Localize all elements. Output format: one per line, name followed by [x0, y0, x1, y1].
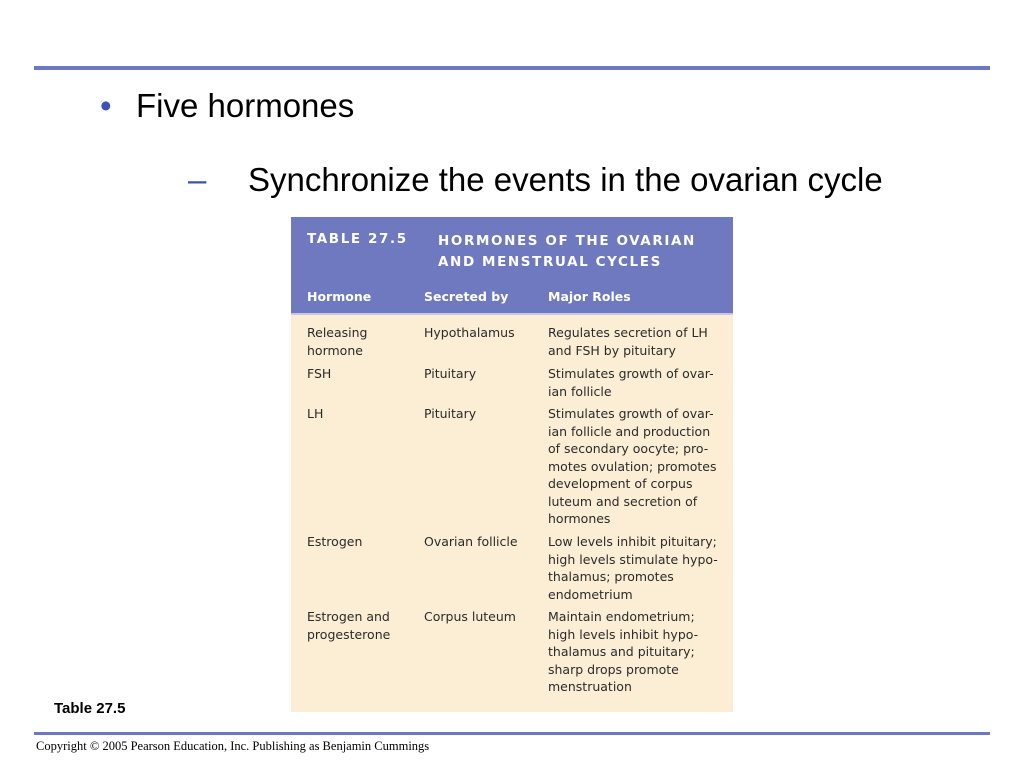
table-title: [438, 231, 728, 273]
cell-secreted-by: [424, 608, 544, 626]
cell-line: thalamus; promotes: [548, 569, 674, 584]
cell-secreted-by: [424, 365, 544, 383]
cell-major-roles: [548, 405, 728, 528]
column-header-major-roles: Major Roles: [548, 289, 631, 304]
bullet-text: Five hormones: [136, 87, 355, 124]
cell-hormone: [307, 608, 417, 643]
cell-line: Stimulates growth of ovar-: [548, 406, 714, 421]
header-divider: [291, 313, 733, 315]
cell-line: luteum and secretion of: [548, 493, 698, 509]
cell-line: Pituitary: [424, 366, 477, 381]
cell-line: motes ovulation; promotes: [548, 458, 717, 474]
sub-bullet-marker: –: [188, 161, 207, 198]
cell-major-roles: [548, 324, 728, 359]
cell-line: Regulates secretion of LH: [548, 325, 708, 340]
cell-hormone: [307, 365, 417, 383]
bullet-marker: •: [100, 87, 112, 124]
cell-line: progesterone: [307, 626, 391, 642]
cell-line: Estrogen: [307, 534, 363, 549]
cell-major-roles: [548, 533, 728, 603]
cell-line: high levels stimulate hypo-: [548, 551, 718, 567]
cell-line: LH: [307, 406, 324, 421]
cell-secreted-by: [424, 533, 544, 551]
cell-line: Estrogen and: [307, 609, 390, 624]
cell-secreted-by: [424, 324, 544, 342]
cell-major-roles: [548, 608, 728, 696]
column-header-secreted-by: Secreted by: [424, 289, 509, 304]
cell-line: ian follicle: [548, 383, 612, 399]
cell-line: hormone: [307, 342, 363, 358]
cell-line: and FSH by pituitary: [548, 342, 676, 358]
cell-major-roles: [548, 365, 728, 400]
column-header-hormone: Hormone: [307, 289, 372, 304]
cell-line: endometrium: [548, 586, 633, 602]
table-title-line: AND MENSTRUAL CYCLES: [438, 254, 662, 270]
hormone-table: [291, 217, 733, 712]
bottom-divider-rule: [34, 732, 990, 735]
sub-bullet-text: Synchronize the events in the ovarian cycle: [248, 161, 883, 198]
cell-hormone: [307, 405, 417, 423]
table-caption: Table 27.5: [54, 700, 126, 717]
table-title-line: HORMONES OF THE OVARIAN: [438, 233, 696, 249]
cell-line: FSH: [307, 366, 332, 381]
cell-line: Pituitary: [424, 406, 477, 421]
copyright-notice: Copyright © 2005 Pearson Education, Inc. Publishing as Benjamin Cummings: [36, 739, 430, 753]
cell-line: development of corpus: [548, 476, 693, 491]
cell-hormone: [307, 533, 417, 551]
cell-line: Maintain endometrium;: [548, 609, 695, 624]
cell-line: ian follicle and production: [548, 423, 711, 439]
cell-line: Stimulates growth of ovar-: [548, 366, 714, 381]
cell-line: Hypothalamus: [424, 325, 515, 340]
cell-line: menstruation: [548, 679, 632, 694]
cell-line: Ovarian follicle: [424, 534, 518, 549]
cell-line: of secondary oocyte; pro-: [548, 441, 709, 456]
cell-hormone: [307, 324, 417, 359]
top-divider-rule: [34, 66, 990, 70]
cell-line: sharp drops promote: [548, 661, 679, 677]
cell-line: Low levels inhibit pituitary;: [548, 534, 717, 549]
cell-line: Corpus luteum: [424, 609, 516, 624]
cell-line: hormones: [548, 511, 611, 526]
cell-line: Releasing: [307, 325, 368, 340]
cell-line: high levels inhibit hypo-: [548, 626, 699, 642]
table-header: [291, 217, 733, 313]
cell-secreted-by: [424, 405, 544, 423]
table-label: TABLE 27.5: [307, 231, 408, 247]
cell-line: thalamus and pituitary;: [548, 644, 695, 659]
